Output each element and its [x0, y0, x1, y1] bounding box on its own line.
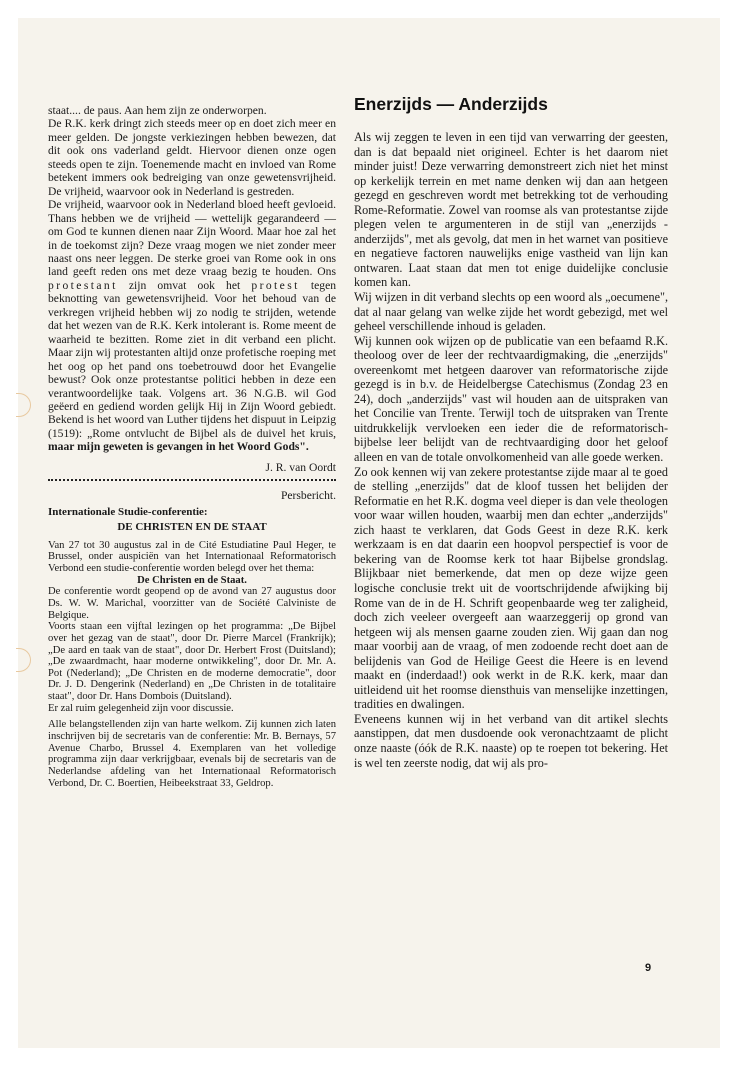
press-label: Persbericht.: [280, 489, 336, 503]
article-heading: Enerzijds — Anderzijds: [354, 94, 548, 114]
paragraph: Van 27 tot 30 augustus zal in de Cité Estudiatine Paul Heger, te Brussel, onder auspiciën van het Internationaal Reformatorisch Verbond een studie-conferentie worden belegd over het thema:: [48, 539, 336, 574]
paragraph: Voorts staan een vijftal lezingen op het programma: „De Bijbel over het gezag van de staat", door Dr. Pierre Marcel (Frankrijk); „De aard en taak van de staat", door Dr. Herbert Frost (Duitsland); „De zwaardmacht, haar moderne ontwikkeling", door Dr. Mr. A. Pot (Nederland); „De Christen en de moderne democratie", door Dr. J. D. Dengerink (Nederland) en „De Christen in de totalitaire staat", door Dr. Hans Dombois (Duitsland).: [48, 621, 336, 703]
paragraph: Als wij zeggen te leven in een tijd van verwarring der geesten, dan is dat bepaald niet origineel. Echter is het daarom niet minder juist! Deze verwarring demonstreert zich niet het minst op kerkelijk terrein en met name denken wij dan aan hetgeen gezegd en geschreven wordt met betrekking tot de verhouding Rome-Reformatie. Zowel van roomse als van protestantse zijde plegen velen te argumenteren in de stijl van „enerzijds - anderzijds", met als gevolg, dat men in het warnet van positieve en negatieve factoren nauwelijks enige vastheid van lijn kan ontwaren. Laat staan dat men tot enige duidelijke conclusie komen kan.: [354, 130, 668, 290]
punch-hole-bottom: [16, 648, 31, 672]
paragraph: De conferentie wordt geopend op de avond van 27 augustus door Ds. W. W. Marichal, voorzitter van de Société Calviniste de Belgique.: [48, 586, 336, 621]
dotted-divider: [48, 479, 336, 485]
magazine-page: [18, 18, 720, 1048]
paragraph: Wij kunnen ook wijzen op de publicatie van een befaamd R.K. theoloog over de leer der rechtvaardigmaking, die „enerzijds" overeenkomt met hetgeen daarover van reformatorische zijde gezegd is in b.v. de Heidelbergse Catechismus (Zondag 23 en 24), doch „anderzijds" vast wil houden aan de uitspraken van het Concilie van Trente. Terwijl toch de uitspraken van Trente uitdrukkelijk vervloeken een ieder die de reformatorisch-bijbelse leer belijdt van de rechtvaardiging door het geloof alleen en van de totale onvolkomenheid van alle goede werken.: [354, 333, 668, 465]
paragraph: De R.K. kerk dringt zich steeds meer op en doet zich meer en meer gelden. De jongste verkiezingen hebben bewezen, dat dit ook ons vaderland geldt. Hiervoor dienen onze ogen steeds open te zijn. Toenemende macht en invloed van Rome betekent immers ook bedreiging van onze gewetensvrijheid. De vrijheid, waarvoor ook in Nederland is gestreden.: [48, 117, 336, 198]
left-column: [48, 104, 336, 789]
right-column: [354, 130, 668, 770]
emphasis-protest: protest: [251, 278, 300, 292]
punch-hole-top: [16, 393, 31, 417]
conference-heading: Internationale Studie-conferentie:: [48, 505, 208, 518]
paragraph: staat.... de paus. Aan hem zijn ze onderworpen.: [48, 104, 267, 117]
author-signature: J. R. van Oordt: [265, 460, 336, 474]
paragraph: Eveneens kunnen wij in het verband van dit artikel slechts aanstippen, dat men dusdoende ook veronachtzaamt de plicht onze naaste (óók de R.K. naaste) op te roepen tot bekering. Het is wel ten zeerste nodig, dat wij als pro-: [354, 711, 668, 770]
page-number: 9: [645, 962, 652, 974]
paragraph: Wij wijzen in dit verband slechts op een woord als „oecumene", dat al naar gelang van welke zijde het wordt gebezigd, met wel geheel verschillende inhoud is geladen.: [354, 290, 668, 334]
luther-quote-bold: maar mijn geweten is gevangen in het Woord Gods".: [48, 440, 309, 454]
emphasis-protestant: protestant: [48, 278, 118, 292]
paragraph: Er zal ruim gelegenheid zijn voor discussie.: [48, 702, 234, 714]
paragraph: Zo ook kennen wij van zekere protestantse zijde maar al te goed de stelling „enerzijds" dat de kloof tussen het belijden der Reformatie en het R.K. dogma veel dieper is dan vele theologen voor waar willen houden, waarbij men dan echter „anderzijds" zich haast te verklaren, dat Gods Geest in deze R.K. kerk werkzaam is en dat daarin een hoopvol perspectief is voor de bekering van de Roomse kerk tot haar Bijbelse grondslag. Blijkbaar niet bemerkende, dat men op deze wijze geen logische conclusie trekt uit de voortschrijdende afwijking bij Rome van de in de H. Schrift geopenbaarde weg ter zaligheid, doch zich veeleer overgeeft aan waarzeggerij op grond van hetgeen wij als mensen gaarne zouden zien. Wij gaan dan nog maar voorbij aan de vraag, of men zodoende recht doet aan de belijdenis van God de Heilige Geest die Heere is en levend maakt en (inderdaad!) ook werkt in de R.K. kerk, maar dan uitleidend uit het roomse diensthuis van menselijke inzettingen, tradities en dwalingen.: [354, 464, 668, 712]
conference-body: [48, 540, 336, 790]
conference-theme: De Christen en de Staat.: [137, 574, 247, 586]
paragraph: Alle belangstellenden zijn van harte welkom. Zij kunnen zich laten inschrijven bij de secretaris van de conferentie: Mr. B. Bernays, 57 Avenue Charbo, Brussel 4. Exemplaren van het volledige programma zijn daar verkrijgbaar, evenals bij de secretaris van de Nederlandse afdeling van het Internationaal Reformatorisch Verbond, Dr. C. Boertien, Heibeekstraat 33, Geldrop.: [48, 719, 336, 789]
conference-title: DE CHRISTEN EN DE STAAT: [117, 521, 267, 534]
paragraph: De vrijheid, waarvoor ook in Nederland bloed heeft gevloeid. Thans hebben we de vrijheid — wettelijk gegarandeerd — om God te kunnen dienen naar Zijn Woord. Maar hoe zal het in de toekomst zijn? Deze vraag mogen we niet zonder meer naast ons neer leggen. De sterke groei van Rome ook in ons land geeft reden ons met deze vraag bezig te houden. Ons protestant zijn omvat ook het protest tegen beknotting van gewetensvrijheid. Voor het behoud van de verkregen vrijheid hebben wij zo nodig te strijden, wetende dat het wezen van de R.K. Kerk intolerant is. Rome meent de waarheid te bezitten. Rome ziet in dit verband een plicht. Maar zijn wij protestanten altijd onze profetische roeping met het oog op het pand ons toebetrouwd door het Evangelie bewust? Ook onze protestantse politici hebben in deze een verantwoordelijke taak. Volgens art. 36 N.G.B. wil God geëerd en gediend worden gelijk Hij in Zijn Woord gebiedt. Bekend is het woord van Luther tijdens het dispuut in Leipzig (1519): „Rome ontvlucht de Bijbel als de duivel het kruis, maar mijn geweten is gevangen in het Woord Gods".: [48, 198, 337, 454]
